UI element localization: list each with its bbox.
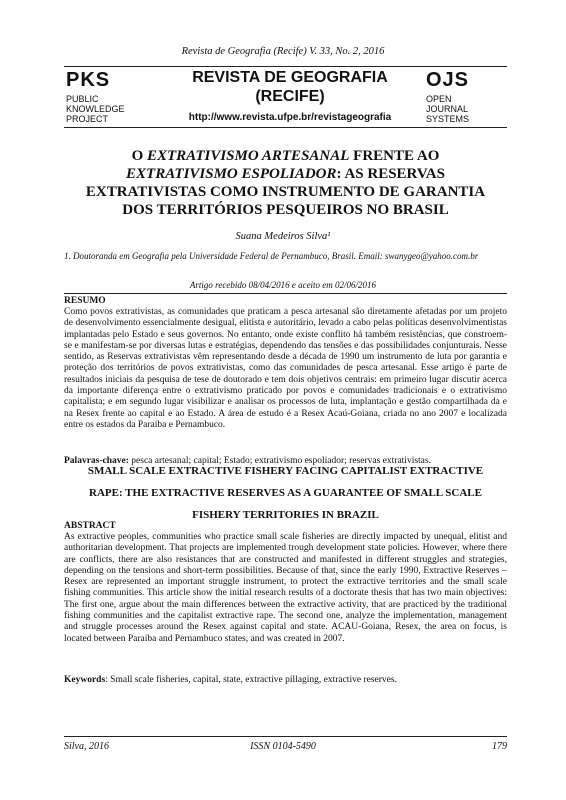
author-name: Suana Medeiros Silva¹ <box>235 231 331 242</box>
title-text: FRENTE AO <box>349 148 440 164</box>
title-pt-line1 <box>64 147 507 165</box>
keywords-text: : Small scale fisheries, capital, state, extractive pillaging, extractive reserves. <box>105 675 397 685</box>
received-accepted-dates: Artigo recebido 08/04/2016 e aceito em 02/06/2016 <box>189 280 377 290</box>
title-pt-line2 <box>64 165 507 183</box>
keywords <box>64 675 507 686</box>
title-pt-line3: EXTRATIVISTAS COMO INSTRUMENTO DE GARANTIA <box>85 184 486 200</box>
pks-sub-line: KNOWLEDGE <box>66 104 125 114</box>
header-rule-bottom <box>64 127 507 128</box>
ojs-sub-line: SYSTEMS <box>426 114 470 124</box>
ojs-subtitle <box>426 94 506 124</box>
ojs-sub-line: OPEN <box>426 94 452 104</box>
title-pt-line4: DOS TERRITÓRIOS PESQUEIROS NO BRASIL <box>122 202 449 218</box>
title-text: : AS RESERVAS <box>336 166 445 182</box>
journal-title-line2: (RECIFE) <box>255 88 325 105</box>
journal-title <box>160 68 420 106</box>
article-title-en <box>64 460 507 526</box>
title-en-line2: RAPE: THE EXTRACTIVE RESERVES AS A GUARANTEE OF SMALL SCALE <box>89 487 482 499</box>
footer-issn: ISSN 0104-5490 <box>250 741 316 752</box>
journal-citation: Revista de Geografia (Recife) V. 33, No. 2, 2016 <box>181 46 385 57</box>
resumo-text: Como povos extrativistas, as comunidades que praticam a pesca artesanal são diretamente afetadas por um projeto de desenvolvimento essencialmente desigual, elitista e autoritário, levado a cabo pelas políticas desenvolvimentistas implantadas pelo Estado e seus governos. No entanto, onde existe conflito há também resistências, que constroem-se e manifestam-se por diversas lutas e estratégias, dependendo das tensões e das possibilidades conjunturais. Nesse sentido, as Reservas extrativistas vêm representando desde a década de 1990 um instrumento de luta por garantia e proteção dos territórios de povos extrativistas, como das comunidades de pesca artesanal. Esse artigo é parte de resultados iniciais da pesquisa de tese de doutorado e tem dois objetivos centrais: em primeiro lugar discutir acerca da importante diferença entre o extrativismo praticado por povos e comunidades tradicionais e o extrativismo capitalista; e em segundo lugar visibilizar e analisar os processos de luta, implantação e gestão compartilhada da e na Resex frente ao capital e ao Estado. A área de estudo é a Resex Acaú-Goiana, criada no ano 2007 e localizada entre os estados da Paraíba e Pernambuco. <box>64 307 507 430</box>
pks-sub-line: PROJECT <box>66 114 109 124</box>
ojs-sub-line: JOURNAL <box>426 104 469 114</box>
journal-url[interactable]: http://www.revista.ufpe.br/revistageografia <box>188 112 392 123</box>
header-rule-top <box>64 66 507 67</box>
page-number: 179 <box>492 741 507 752</box>
abstract-separator <box>64 293 507 294</box>
journal-title-line1: REVISTA DE GEOGRAFIA <box>192 69 388 86</box>
article-title-pt <box>64 147 507 219</box>
author-affiliation: 1. Doutoranda em Geografia pela Universidade Federal de Pernambuco, Brasil. Email: swanygeo@yahoo.com.br <box>64 251 479 261</box>
resumo-heading: RESUMO <box>64 296 106 306</box>
keywords-label: Keywords <box>64 675 106 685</box>
title-italic-text: EXTRATIVISMO ARTESANAL <box>146 148 350 164</box>
palavras-chave-text: pesca artesanal; capital; Estado; extrativismo espoliador; reservas extrativistas. <box>128 456 431 466</box>
title-italic-text: EXTRATIVISMO ESPOLIADOR <box>126 166 337 182</box>
pks-sub-line: PUBLIC <box>66 94 99 104</box>
footer-author-year: Silva, 2016 <box>64 741 109 752</box>
footer-rule <box>64 736 507 737</box>
pks-subtitle <box>66 94 156 124</box>
palavras-chave-label: Palavras-chave: <box>64 456 129 466</box>
pks-logo: PKS <box>66 69 111 91</box>
ojs-logo: OJS <box>426 69 470 91</box>
abstract-heading: ABSTRACT <box>64 521 116 531</box>
title-en-line3: FISHERY TERRITORIES IN BRAZIL <box>192 509 379 521</box>
abstract-text: As extractive peoples, communities who practice small scale fisheries are directly impacted by unequal, elitist and authoritarian development. That projects are implemented trough development state policies. However, where there are conflicts, there are also resistances that are constructed and manifested in different struggles and strategies, depending on the tensions and short-term possibilities. Because of that, since the early 1990, Extractive Reserves – Resex are represented an important struggle instrument, to protect the extractive territories and the small scale fishing communities. This article show the initial research results of a doctorate thesis that has two main objectives: The first one, argue about the main differences between the extractive activity, that are practiced by the traditional fishing communities and the capitalist extractive rape. The second one, analyze the implementation, management and struggle processes around the Resex against capital and state. ACAU-Goiana, Resex, the area on focus, is located between Paraíba and Pernambuco states, and was created in 2007. <box>64 532 507 644</box>
title-text: O <box>131 148 147 164</box>
title-en-line1: SMALL SCALE EXTRACTIVE FISHERY FACING CAPITALIST EXTRACTIVE <box>87 465 484 477</box>
